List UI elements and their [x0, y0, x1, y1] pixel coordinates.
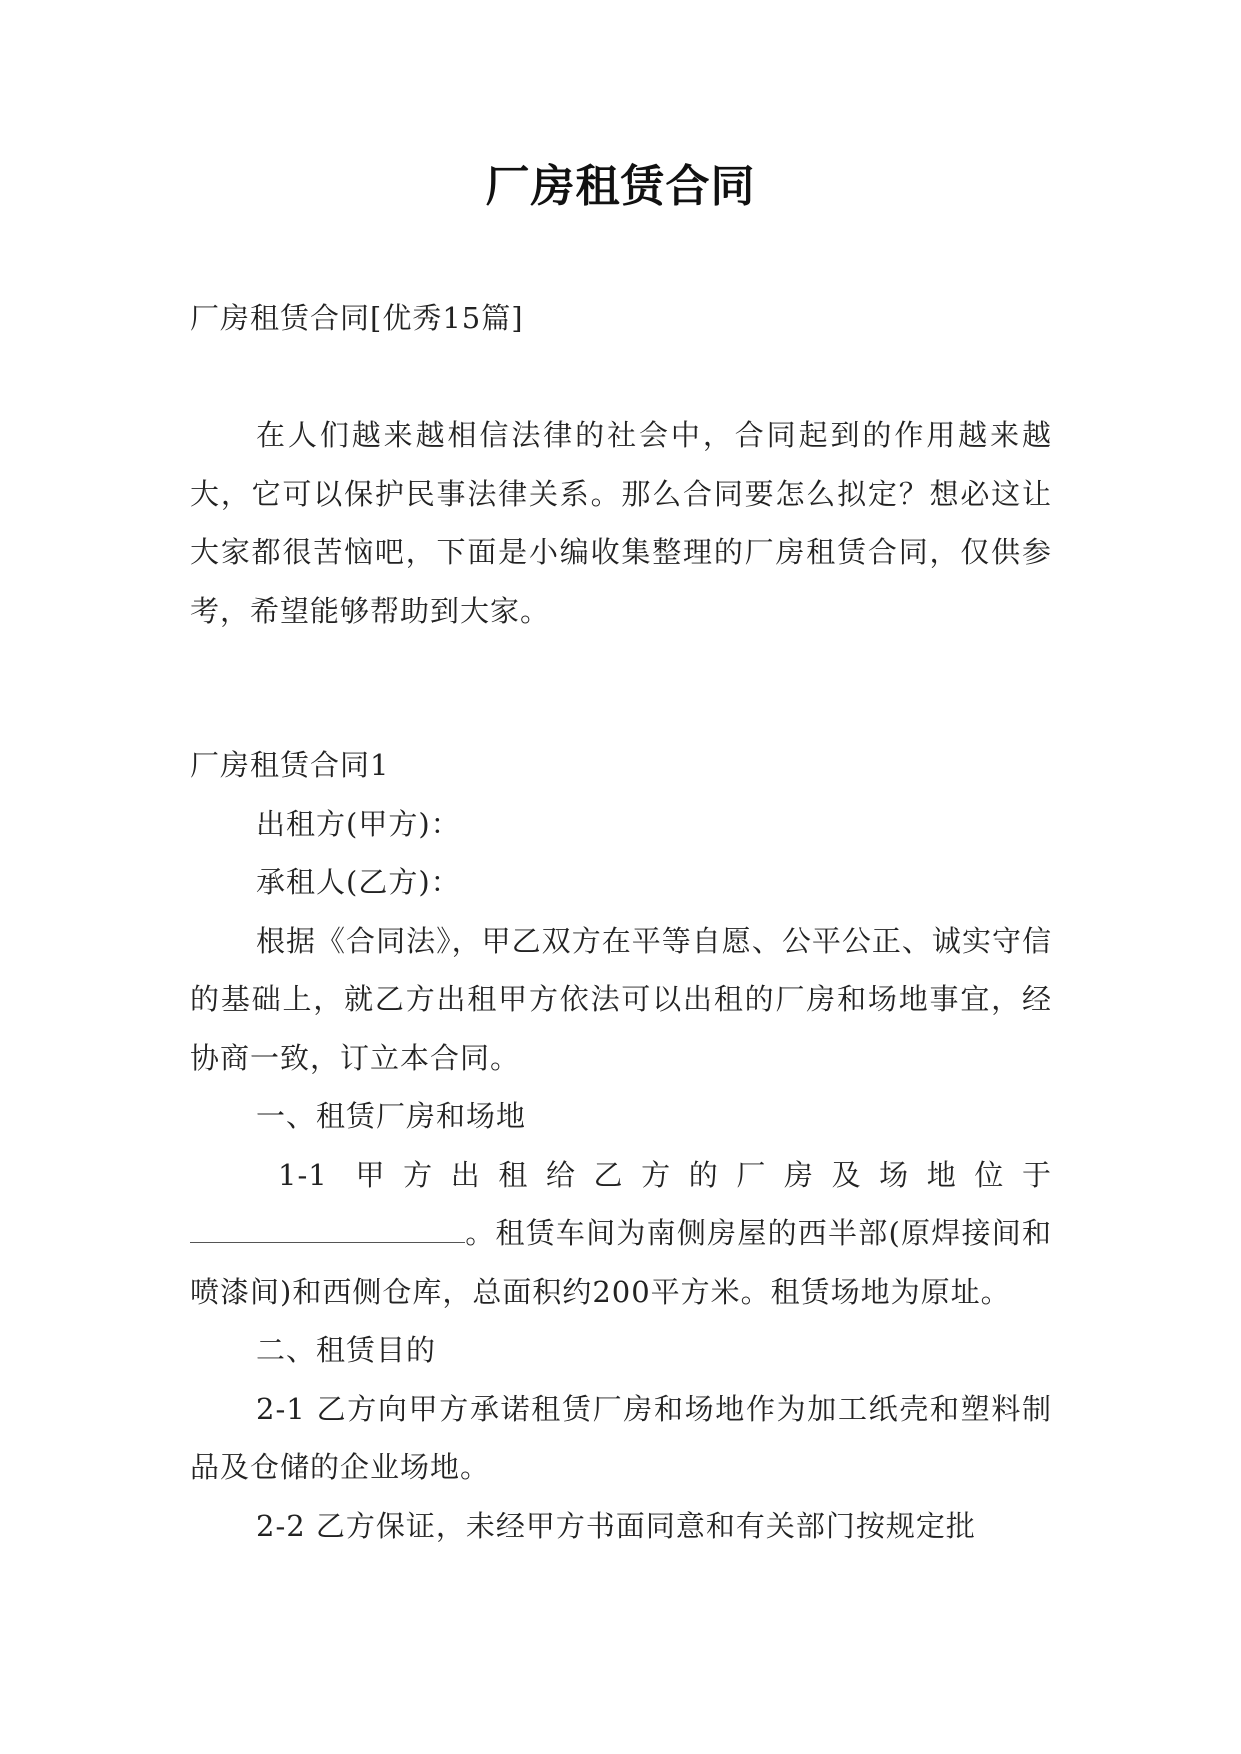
clause-1-1-text: 。租赁车间为南侧房屋的西半部(原焊接间和喷漆间)和西侧仓库，总面积约200平方米。租赁场地为原址。 — [190, 1216, 1052, 1309]
clause-2-2: 2-2 乙方保证，未经甲方书面同意和有关部门按规定批 — [256, 1508, 976, 1543]
preamble-paragraph: 根据《合同法》，甲乙双方在平等自愿、公平公正、诚实守信的基础上，就乙方出租甲方依法可以出租的厂房和场地事宜，经协商一致，订立本合同。 — [190, 923, 1052, 1075]
location-blank-line — [190, 1212, 465, 1243]
document-subtitle: 厂房租赁合同[优秀15篇] — [190, 301, 524, 335]
document-body — [190, 406, 1052, 1555]
intro-paragraph: 在人们越来越相信法律的社会中，合同起到的作用越来越大，它可以保护民事法律关系。那么合同要怎么拟定？想必这让大家都很苦恼吧，下面是小编收集整理的厂房租赁合同，仅供参考，希望能够帮助到大家。 — [190, 418, 1052, 628]
clause-1-1-first-line: 1-1 甲方出租给乙方的厂房及场地位于 — [278, 1157, 1052, 1192]
clause-2-1: 2-1 乙方向甲方承诺租赁厂房和场地作为加工纸壳和塑料制品及仓储的企业场地。 — [190, 1391, 1052, 1484]
paragraph-gap — [190, 640, 1052, 736]
document-title: 厂房租赁合同 — [485, 161, 756, 212]
article-2-heading: 二、租赁目的 — [256, 1333, 437, 1367]
lessor-line: 出租方(甲方)： — [256, 806, 461, 841]
clause-1-1-continuation — [190, 1204, 1052, 1321]
article-1-heading: 一、租赁厂房和场地 — [256, 1099, 527, 1133]
section-heading: 厂房租赁合同1 — [190, 748, 390, 782]
lessee-line: 承租人(乙方)： — [256, 865, 461, 899]
